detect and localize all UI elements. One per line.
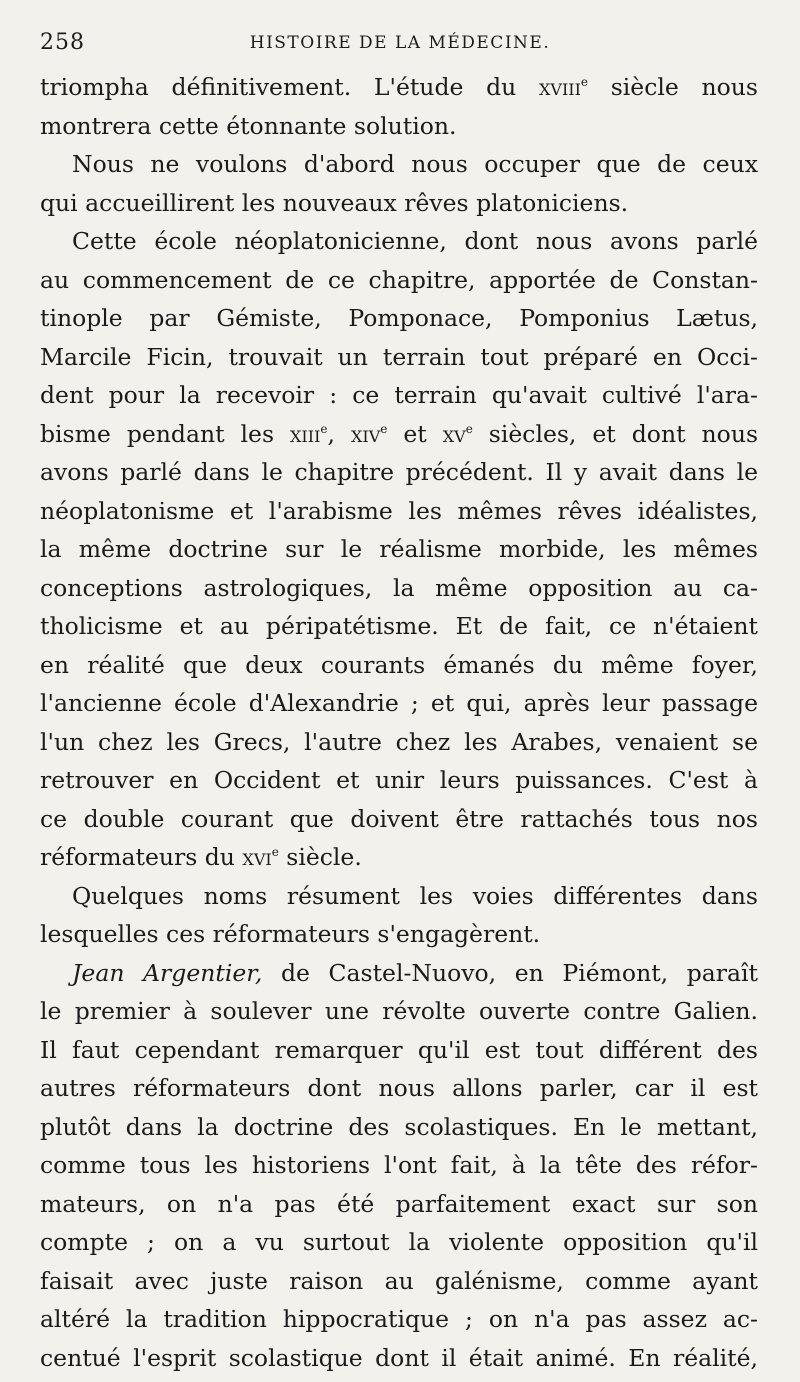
text-line: Il faut cependant remarquer qu'il est tout différent des [40,1035,758,1064]
text-line: Marcile Ficin, trouvait un terrain tout préparé en Occi- [40,342,758,371]
superscript: e [465,421,473,436]
text-line: Jean Argentier, de Castel-Nuovo, en Piémont, paraît [72,958,758,987]
page-number: 258 [40,30,85,55]
paragraph-5 [40,954,758,1378]
text-line: Nous ne voulons d'abord nous occuper que de ceux [72,150,758,178]
text-line: altéré la tradition hippocratique ; on n'a pas assez ac- [40,1305,758,1333]
text-line: tholicisme et au péripatétisme. Et de fait, ce n'étaient [40,612,758,640]
text-line: ce double courant que doivent être rattachés tous nos [40,804,758,833]
person-name: Jean Argentier, [72,958,263,987]
text-line: au commencement de ce chapitre, apportée de Constan- [40,265,758,294]
text-line: néoplatonisme et l'arabisme les mêmes rêves idéalistes, [40,496,758,525]
text-line: qui accueillirent les nouveaux rêves platoniciens. [40,188,629,217]
text-line: conceptions astrologiques, la même opposition au ca- [40,573,758,602]
text-line: centué l'esprit scolastique dont il était animé. En réalité, [40,1343,758,1372]
text-line: comme tous les historiens l'ont fait, à la tête des réfor- [40,1151,758,1179]
text-line: autres réformateurs dont nous allons parler, car il est [40,1074,758,1102]
text-line: Cette école néoplatonicienne, dont nous avons parlé [72,227,758,255]
text-line: lesquelles ces réformateurs s'engagèrent. [40,920,541,948]
text-line: Quelques noms résument les voies différentes dans [72,881,758,910]
text-line: dent pour la recevoir : ce terrain qu'avait cultivé l'ara- [40,381,758,409]
text-line: l'ancienne école d'Alexandrie ; et qui, après leur passage [40,689,758,717]
text-line: réformateurs du xvi$^e$ siècle. [40,843,362,871]
text-line: faisait avec juste raison au galénisme, comme ayant [40,1266,758,1295]
text-line: tinople par Gémiste, Pomponace, Pomponius Lætus, [40,304,758,332]
paragraph-4 [40,877,758,954]
superscript: e [380,421,388,436]
paragraph-1 [40,68,758,145]
text-line: mateurs, on n'a pas été parfaitement exact sur son [40,1189,758,1218]
century-numeral: xviii [539,73,581,101]
century-numeral: xiv [350,419,381,448]
running-title: HISTOIRE DE LA MÉDECINE. [249,33,551,53]
paragraph-3 [40,222,758,877]
text-line: compte ; on a vu surtout la violente opposition qu'il [40,1228,758,1256]
text-line: avons parlé dans le chapitre précédent. Il y avait dans le [40,458,758,486]
page-header [40,30,760,60]
superscript: e [271,845,279,859]
century-numeral: xvi [242,843,272,871]
century-numeral: xv [442,419,466,448]
text-line: triompha définitivement. L'étude du xviii$^e$ siècle nous [40,73,758,101]
text-line: plutôt dans la doctrine des scolastiques. En le mettant, [40,1112,758,1141]
century-numeral: xiii [290,419,321,448]
text-line: l'un chez les Grecs, l'autre chez les Arabes, venaient se [40,727,758,756]
text-line: le premier à soulever une révolte ouverte contre Galien. [40,997,758,1025]
text-line: montrera cette étonnante solution. [40,111,457,140]
text-line: la même doctrine sur le réalisme morbide, les mêmes [40,535,758,563]
body-text [40,68,758,1377]
superscript: e [320,421,328,436]
text-line: en réalité que deux courants émanés du même foyer, [40,650,758,679]
superscript: e [580,75,589,89]
text-line: bisme pendant les xiii$^e$, xiv$^e$ et $xv^e$ siècles, et dont nous [40,419,759,448]
paragraph-2 [40,145,758,222]
text-line: retrouver en Occident et unir leurs puissances. C'est à [40,766,758,794]
